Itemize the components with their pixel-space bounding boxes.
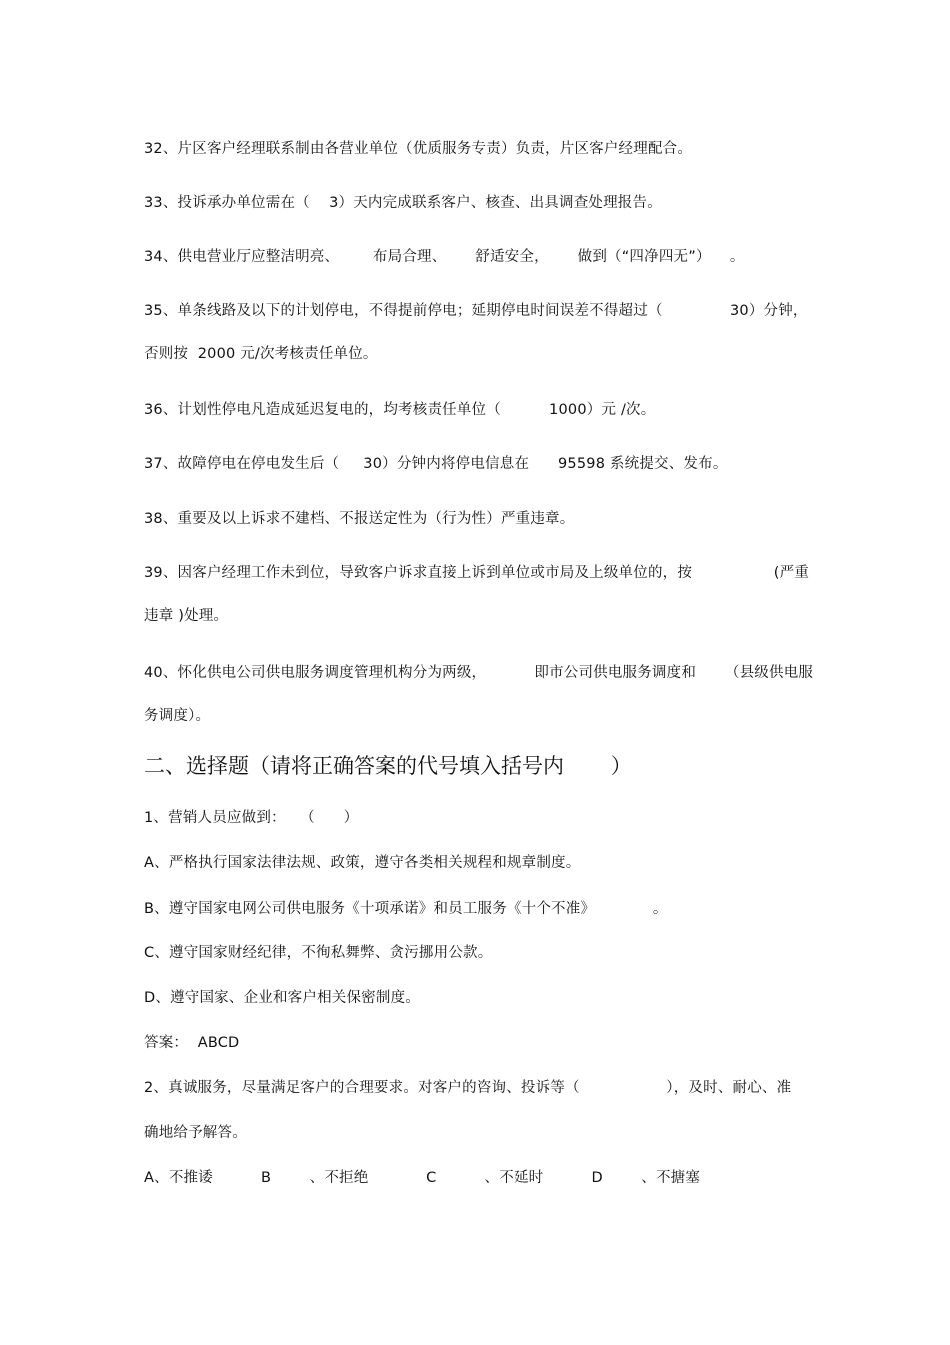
item-33: 33、投诉承办单位需在（ 3）天内完成联系客户、核查、出具调查处理报告。 <box>144 195 662 211</box>
item-35-line-2: 否则按 2000 元/次考核责任单位。 <box>144 346 378 362</box>
question-2-line-2: 确地给予解答。 <box>144 1125 247 1141</box>
item-37: 37、故障停电在停电发生后（ 30）分钟内将停电信息在 95598 系统提交、发布。 <box>144 456 728 472</box>
question-2-options: A、不推诿 B 、不拒绝 C 、不延时 D 、不搪塞 <box>144 1170 701 1186</box>
question-1: 1、营销人员应做到： （ ） <box>144 810 359 826</box>
item-35-line-1: 35、单条线路及以下的计划停电，不得提前停电；延期停电时间误差不得超过（ 30）分钟， <box>144 303 808 319</box>
section-heading: 二、选择题（请将正确答案的代号填入括号内 ） <box>144 754 632 778</box>
item-40-line-2: 务调度）。 <box>144 708 211 724</box>
option-c: C、遵守国家财经纪律，不徇私舞弊、贪污挪用公款。 <box>144 945 493 961</box>
item-32: 32、片区客户经理联系制由各营业单位（优质服务专责）负责，片区客户经理配合。 <box>144 141 693 157</box>
option-b: B、遵守国家电网公司供电服务《十项承诺》和员工服务《十个不准》 。 <box>144 901 668 917</box>
item-39-line-2: 违章 )处理。 <box>144 608 229 624</box>
item-36: 36、计划性停电凡造成延迟复电的，均考核责任单位（ 1000）元 /次。 <box>144 402 656 418</box>
item-38: 38、重要及以上诉求不建档、不报送定性为（行为性）严重违章。 <box>144 511 575 527</box>
item-34: 34、供电营业厅应整洁明亮、 布局合理、 舒适安全， 做到（“四净四无”） 。 <box>144 249 745 265</box>
option-a: A、严格执行国家法律法规、政策，遵守各类相关规程和规章制度。 <box>144 855 581 871</box>
item-40-line-1: 40、怀化供电公司供电服务调度管理机构分为两级， 即市公司供电服务调度和 （县级供电服 <box>144 665 814 681</box>
question-2-line-1: 2、真诚服务，尽量满足客户的合理要求。对客户的咨询、投诉等（ ），及时、耐心、准 <box>144 1080 792 1096</box>
item-39-line-1: 39、因客户经理工作未到位，导致客户诉求直接上诉到单位或市局及上级单位的，按 (严重 <box>144 565 810 581</box>
option-d: D、遵守国家、企业和客户相关保密制度。 <box>144 990 420 1006</box>
answer: 答案： ABCD <box>144 1035 240 1051</box>
